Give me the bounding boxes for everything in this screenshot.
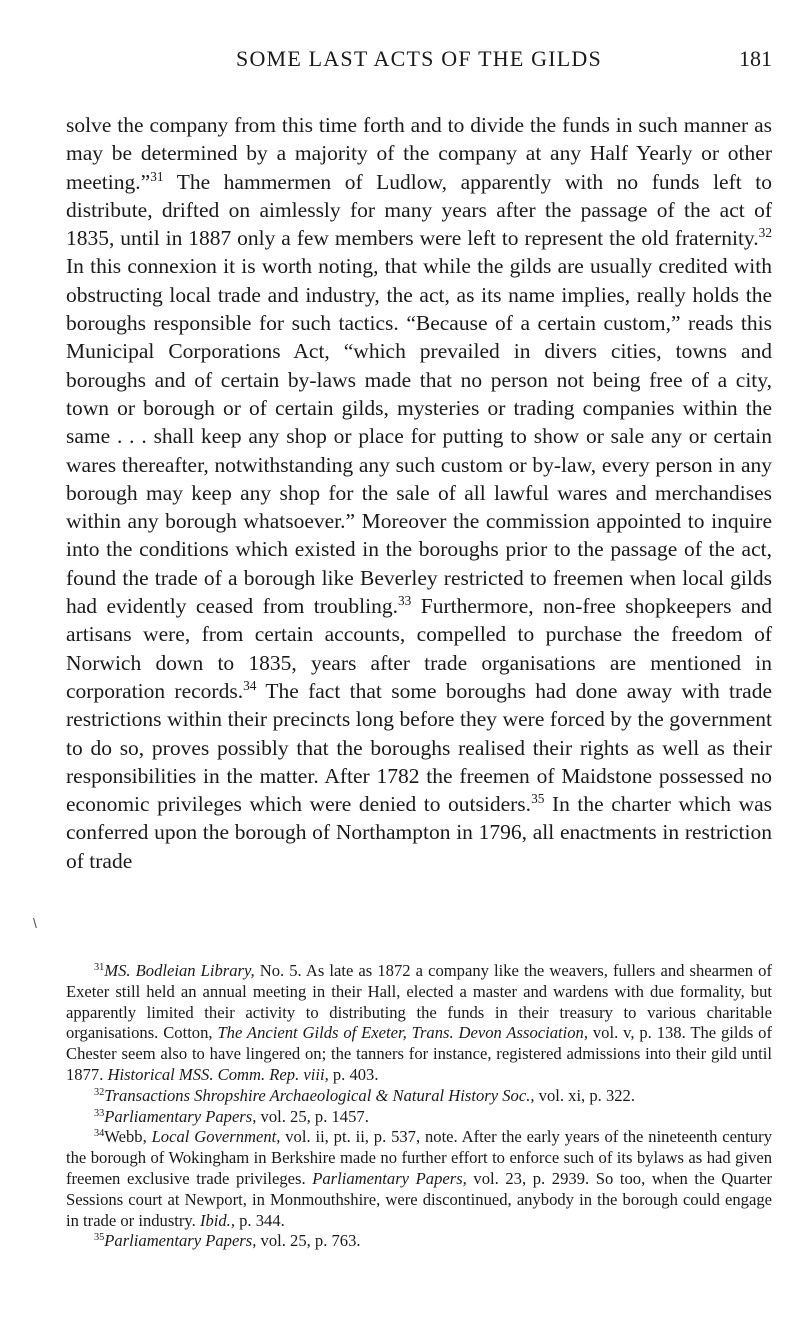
body-text-segment: The fact that some boroughs had done away with trade restrictions within their precincts long before they were forced by the government to do so, proves possibly that the boroughs realised their rights as well as their responsibilities in the matter. After 1782 the freemen of Maidstone possessed no economic privileges which were denied to outsiders.	[66, 678, 772, 817]
footnote-ref-34: 34	[243, 677, 257, 693]
body-text-segment: In the charter which was conferred upon the borough of Northampton in 1796, all enactments in restriction of trade	[66, 792, 773, 873]
footnote-text: p. 403.	[328, 1064, 379, 1084]
footnote-text: No. 5. As late as 1872 a company like the weavers, fullers and shearmen of Exeter still held an annual meeting in their Hall, elected a master and wardens with due formality, but apparently limited their activity to distributing the funds in their treasury to various charitable organisations. Cotton,	[66, 961, 773, 1043]
footnote-text: vol. 25, p. 1457.	[256, 1106, 369, 1126]
footnote-citation: Parliamentary Papers,	[312, 1168, 467, 1188]
footnote-32	[66, 1086, 772, 1107]
body-text-segment: Furthermore, non-free shopkeepers and artisans were, from certain accounts, compelled to purchase the freedom of Norwich down to 1835, years after trade organisations are mentioned in corporation records.	[66, 594, 772, 703]
page-number: 181	[739, 46, 772, 71]
footnote-citation: Historical MSS. Comm. Rep. viii,	[107, 1064, 329, 1084]
footnote-text: vol. xi, p. 322.	[534, 1085, 635, 1105]
footnote-text: vol. 25, p. 763.	[256, 1231, 361, 1251]
footnote-ref-35: 35	[531, 791, 545, 807]
footnote-citation: Local Government,	[151, 1127, 281, 1147]
footnote-35	[66, 1231, 772, 1252]
body-text-segment: In this connexion it is worth noting, that while the gilds are usually credited with obstructing local trade and industry, the act, as its name implies, really holds the boroughs responsible for such tactics. “Because of a certain custom,” reads this Municipal Corporations Act, “which prevailed in divers cities, towns and boroughs and of certain by-laws made that no person not being free of a city, town or borough or of certain gilds, mysteries or trading companies within the same . . . shall keep any shop or place for putting to show or sale any or certain wares thereafter, notwithstanding any such custom or by-law, every person in any borough may keep any shop for the sale of all lawful wares and merchandises within any borough whatsoever.” Moreover the commission appointed to inquire into the conditions which existed in the boroughs prior to the passage of the act, found the trade of a borough like Beverley restricted to freemen when local gilds had evidently ceased from troubling.	[66, 254, 772, 619]
footnotes	[66, 961, 772, 1252]
footnote-citation: Parliamentary Papers,	[104, 1106, 257, 1126]
footnote-ref-33: 33	[398, 593, 412, 609]
footnote-number: 32	[94, 1086, 105, 1098]
footnote-ref-31: 31	[150, 168, 164, 184]
footnote-number: 31	[94, 961, 105, 973]
footnote-33	[66, 1107, 772, 1128]
footnote-number: 33	[94, 1107, 105, 1119]
body-text-segment: solve the company from this time forth and to divide the funds in such manner as may be determined by a majority of the company at any Half Yearly or other meeting.”	[66, 113, 772, 194]
footnote-text: vol. v, p. 138. The gilds of Chester seem also to have lingered on; the tanners for instance, registered admissions into their gild until 1877.	[66, 1023, 772, 1084]
footnote-text: Webb,	[104, 1127, 152, 1147]
footnote-text: vol. 23, p. 2939. So too, when the Quarter Sessions court at Newport, in Monmouthshire, were discontinued, anybody in the borough could engage in trade or industry.	[66, 1168, 772, 1230]
footnote-citation: Parliamentary Papers,	[104, 1231, 257, 1251]
footnote-citation: MS. Bodleian Library,	[104, 961, 255, 980]
footnote-citation: Transactions Shropshire Archaeological & Natural History Soc.,	[104, 1085, 535, 1105]
body-text-segment: The hammermen of Ludlow, apparently with no funds left to distribute, drifted on aimlessly for many years after the passage of the act of 1835, until in 1887 only a few members were left to represent the old fraternity.	[66, 169, 772, 251]
footnote-citation: Ibid.,	[199, 1210, 235, 1230]
margin-mark: \	[33, 915, 37, 931]
footnote-text: vol. ii, pt. ii, p. 537, note. After the early years of the nineteenth century the borough of Wokingham in Berkshire made no further effort to enforce such of its bylaws as had given freemen exclusive trade privileges.	[66, 1127, 772, 1188]
footnote-34	[66, 1127, 772, 1231]
running-title: SOME LAST ACTS OF THE GILDS	[236, 46, 602, 71]
running-head	[66, 46, 772, 76]
footnote-text: p. 344.	[234, 1210, 285, 1230]
footnote-number: 35	[94, 1232, 105, 1244]
footnote-citation: The Ancient Gilds of Exeter, Trans. Devon Association,	[217, 1023, 588, 1043]
footnote-31	[66, 961, 772, 1086]
footnote-number: 34	[94, 1128, 105, 1140]
body-paragraph	[66, 111, 772, 875]
footnote-ref-32: 32	[758, 225, 772, 241]
